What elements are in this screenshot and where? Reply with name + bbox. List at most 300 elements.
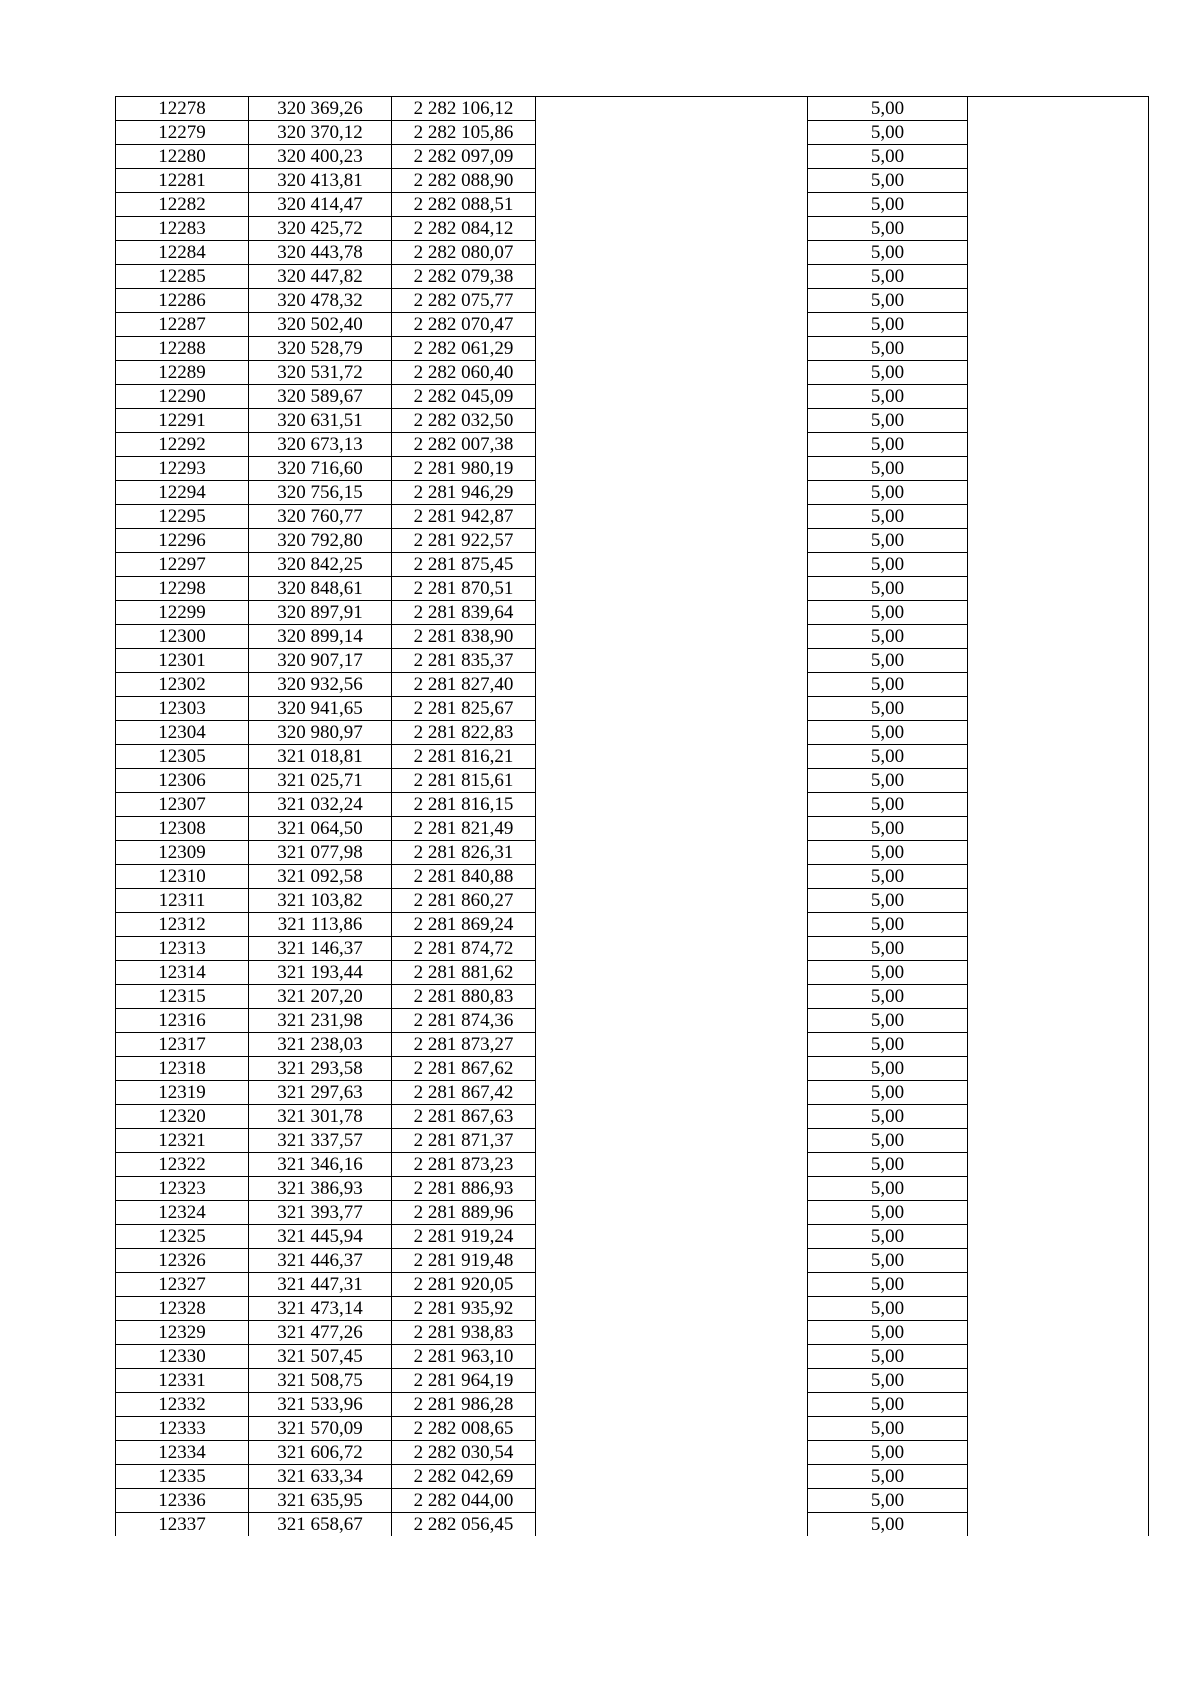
table-row — [116, 1009, 1149, 1033]
table-row — [116, 577, 1149, 601]
description-cell — [536, 1105, 808, 1129]
note-cell — [968, 1273, 1149, 1297]
table-row — [116, 217, 1149, 241]
x-coordinate-cell: 321 064,50 — [249, 817, 392, 841]
accuracy-cell: 5,00 — [808, 97, 968, 121]
accuracy-cell: 5,00 — [808, 1369, 968, 1393]
table-row — [116, 193, 1149, 217]
accuracy-cell: 5,00 — [808, 1225, 968, 1249]
table-row — [116, 1273, 1149, 1297]
x-coordinate-cell: 320 414,47 — [249, 193, 392, 217]
table-row — [116, 721, 1149, 745]
point-number-cell: 12323 — [116, 1177, 249, 1201]
accuracy-cell: 5,00 — [808, 337, 968, 361]
table-row — [116, 121, 1149, 145]
y-coordinate-cell: 2 282 008,65 — [392, 1417, 536, 1441]
x-coordinate-cell: 321 018,81 — [249, 745, 392, 769]
accuracy-cell: 5,00 — [808, 481, 968, 505]
accuracy-cell: 5,00 — [808, 289, 968, 313]
y-coordinate-cell: 2 281 919,24 — [392, 1225, 536, 1249]
x-coordinate-cell: 320 907,17 — [249, 649, 392, 673]
point-number-cell: 12328 — [116, 1297, 249, 1321]
x-coordinate-cell: 320 756,15 — [249, 481, 392, 505]
note-cell — [968, 841, 1149, 865]
point-number-cell: 12330 — [116, 1345, 249, 1369]
point-number-cell: 12329 — [116, 1321, 249, 1345]
x-coordinate-cell: 320 478,32 — [249, 289, 392, 313]
table-row — [116, 673, 1149, 697]
table-row — [116, 265, 1149, 289]
table-row — [116, 1465, 1149, 1489]
description-cell — [536, 1153, 808, 1177]
y-coordinate-cell: 2 281 886,93 — [392, 1177, 536, 1201]
y-coordinate-cell: 2 282 045,09 — [392, 385, 536, 409]
x-coordinate-cell: 320 760,77 — [249, 505, 392, 529]
y-coordinate-cell: 2 281 874,36 — [392, 1009, 536, 1033]
note-cell — [968, 505, 1149, 529]
description-cell — [536, 1249, 808, 1273]
point-number-cell: 12333 — [116, 1417, 249, 1441]
note-cell — [968, 817, 1149, 841]
x-coordinate-cell: 321 297,63 — [249, 1081, 392, 1105]
description-cell — [536, 481, 808, 505]
x-coordinate-cell: 320 941,65 — [249, 697, 392, 721]
y-coordinate-cell: 2 281 874,72 — [392, 937, 536, 961]
y-coordinate-cell: 2 282 030,54 — [392, 1441, 536, 1465]
table-row — [116, 649, 1149, 673]
point-number-cell: 12307 — [116, 793, 249, 817]
point-number-cell: 12308 — [116, 817, 249, 841]
table-row — [116, 433, 1149, 457]
note-cell — [968, 1369, 1149, 1393]
point-number-cell: 12301 — [116, 649, 249, 673]
table-row — [116, 961, 1149, 985]
note-cell — [968, 433, 1149, 457]
description-cell — [536, 1513, 808, 1537]
note-cell — [968, 697, 1149, 721]
y-coordinate-cell: 2 281 880,83 — [392, 985, 536, 1009]
accuracy-cell: 5,00 — [808, 865, 968, 889]
note-cell — [968, 1249, 1149, 1273]
y-coordinate-cell: 2 281 821,49 — [392, 817, 536, 841]
y-coordinate-cell: 2 282 042,69 — [392, 1465, 536, 1489]
table-row — [116, 1201, 1149, 1225]
description-cell — [536, 985, 808, 1009]
table-row — [116, 1153, 1149, 1177]
table-row — [116, 289, 1149, 313]
y-coordinate-cell: 2 281 922,57 — [392, 529, 536, 553]
accuracy-cell: 5,00 — [808, 985, 968, 1009]
x-coordinate-cell: 321 606,72 — [249, 1441, 392, 1465]
table-row — [116, 1177, 1149, 1201]
description-cell — [536, 1201, 808, 1225]
description-cell — [536, 913, 808, 937]
x-coordinate-cell: 320 413,81 — [249, 169, 392, 193]
description-cell — [536, 361, 808, 385]
note-cell — [968, 985, 1149, 1009]
x-coordinate-cell: 320 425,72 — [249, 217, 392, 241]
x-coordinate-cell: 320 980,97 — [249, 721, 392, 745]
description-cell — [536, 817, 808, 841]
y-coordinate-cell: 2 282 106,12 — [392, 97, 536, 121]
accuracy-cell: 5,00 — [808, 1441, 968, 1465]
y-coordinate-cell: 2 282 105,86 — [392, 121, 536, 145]
note-cell — [968, 649, 1149, 673]
note-cell — [968, 889, 1149, 913]
point-number-cell: 12295 — [116, 505, 249, 529]
accuracy-cell: 5,00 — [808, 457, 968, 481]
y-coordinate-cell: 2 282 007,38 — [392, 433, 536, 457]
note-cell — [968, 1465, 1149, 1489]
note-cell — [968, 265, 1149, 289]
note-cell — [968, 1177, 1149, 1201]
description-cell — [536, 457, 808, 481]
table-row — [116, 97, 1149, 121]
note-cell — [968, 1033, 1149, 1057]
accuracy-cell: 5,00 — [808, 673, 968, 697]
description-cell — [536, 649, 808, 673]
note-cell — [968, 385, 1149, 409]
x-coordinate-cell: 321 570,09 — [249, 1417, 392, 1441]
y-coordinate-cell: 2 281 964,19 — [392, 1369, 536, 1393]
y-coordinate-cell: 2 281 816,21 — [392, 745, 536, 769]
point-number-cell: 12337 — [116, 1513, 249, 1537]
note-cell — [968, 1081, 1149, 1105]
note-cell — [968, 481, 1149, 505]
accuracy-cell: 5,00 — [808, 1081, 968, 1105]
accuracy-cell: 5,00 — [808, 217, 968, 241]
table-row — [116, 625, 1149, 649]
accuracy-cell: 5,00 — [808, 1393, 968, 1417]
accuracy-cell: 5,00 — [808, 649, 968, 673]
accuracy-cell: 5,00 — [808, 145, 968, 169]
point-number-cell: 12279 — [116, 121, 249, 145]
note-cell — [968, 169, 1149, 193]
y-coordinate-cell: 2 281 838,90 — [392, 625, 536, 649]
note-cell — [968, 793, 1149, 817]
description-cell — [536, 1345, 808, 1369]
x-coordinate-cell: 321 032,24 — [249, 793, 392, 817]
point-number-cell: 12287 — [116, 313, 249, 337]
y-coordinate-cell: 2 281 873,27 — [392, 1033, 536, 1057]
y-coordinate-cell: 2 281 935,92 — [392, 1297, 536, 1321]
point-number-cell: 12320 — [116, 1105, 249, 1129]
accuracy-cell: 5,00 — [808, 1297, 968, 1321]
table-row — [116, 553, 1149, 577]
description-cell — [536, 1369, 808, 1393]
y-coordinate-cell: 2 282 080,07 — [392, 241, 536, 265]
y-coordinate-cell: 2 282 079,38 — [392, 265, 536, 289]
point-number-cell: 12296 — [116, 529, 249, 553]
table-row — [116, 745, 1149, 769]
point-number-cell: 12322 — [116, 1153, 249, 1177]
point-number-cell: 12314 — [116, 961, 249, 985]
x-coordinate-cell: 321 477,26 — [249, 1321, 392, 1345]
y-coordinate-cell: 2 282 070,47 — [392, 313, 536, 337]
y-coordinate-cell: 2 281 980,19 — [392, 457, 536, 481]
accuracy-cell: 5,00 — [808, 1489, 968, 1513]
point-number-cell: 12300 — [116, 625, 249, 649]
table-row — [116, 361, 1149, 385]
description-cell — [536, 265, 808, 289]
note-cell — [968, 673, 1149, 697]
table-row — [116, 1105, 1149, 1129]
description-cell — [536, 1297, 808, 1321]
note-cell — [968, 937, 1149, 961]
note-cell — [968, 457, 1149, 481]
x-coordinate-cell: 320 370,12 — [249, 121, 392, 145]
description-cell — [536, 1465, 808, 1489]
x-coordinate-cell: 321 447,31 — [249, 1273, 392, 1297]
table-row — [116, 985, 1149, 1009]
table-row — [116, 313, 1149, 337]
x-coordinate-cell: 321 092,58 — [249, 865, 392, 889]
x-coordinate-cell: 321 635,95 — [249, 1489, 392, 1513]
point-number-cell: 12288 — [116, 337, 249, 361]
point-number-cell: 12304 — [116, 721, 249, 745]
accuracy-cell: 5,00 — [808, 889, 968, 913]
table-row — [116, 1369, 1149, 1393]
table-row — [116, 1417, 1149, 1441]
note-cell — [968, 1345, 1149, 1369]
description-cell — [536, 1225, 808, 1249]
x-coordinate-cell: 321 207,20 — [249, 985, 392, 1009]
point-number-cell: 12280 — [116, 145, 249, 169]
x-coordinate-cell: 321 077,98 — [249, 841, 392, 865]
note-cell — [968, 625, 1149, 649]
description-cell — [536, 97, 808, 121]
description-cell — [536, 1129, 808, 1153]
description-cell — [536, 577, 808, 601]
y-coordinate-cell: 2 281 840,88 — [392, 865, 536, 889]
y-coordinate-cell: 2 281 871,37 — [392, 1129, 536, 1153]
description-cell — [536, 313, 808, 337]
y-coordinate-cell: 2 281 942,87 — [392, 505, 536, 529]
description-cell — [536, 1489, 808, 1513]
point-number-cell: 12332 — [116, 1393, 249, 1417]
point-number-cell: 12313 — [116, 937, 249, 961]
table-row — [116, 409, 1149, 433]
table-row — [116, 817, 1149, 841]
y-coordinate-cell: 2 282 088,51 — [392, 193, 536, 217]
accuracy-cell: 5,00 — [808, 1129, 968, 1153]
y-coordinate-cell: 2 281 875,45 — [392, 553, 536, 577]
table-row — [116, 529, 1149, 553]
accuracy-cell: 5,00 — [808, 1153, 968, 1177]
accuracy-cell: 5,00 — [808, 625, 968, 649]
x-coordinate-cell: 321 508,75 — [249, 1369, 392, 1393]
description-cell — [536, 289, 808, 313]
note-cell — [968, 337, 1149, 361]
table-row — [116, 1513, 1149, 1537]
point-number-cell: 12303 — [116, 697, 249, 721]
description-cell — [536, 1393, 808, 1417]
y-coordinate-cell: 2 281 938,83 — [392, 1321, 536, 1345]
y-coordinate-cell: 2 281 825,67 — [392, 697, 536, 721]
x-coordinate-cell: 320 369,26 — [249, 97, 392, 121]
x-coordinate-cell: 320 716,60 — [249, 457, 392, 481]
point-number-cell: 12334 — [116, 1441, 249, 1465]
x-coordinate-cell: 321 445,94 — [249, 1225, 392, 1249]
x-coordinate-cell: 320 528,79 — [249, 337, 392, 361]
point-number-cell: 12331 — [116, 1369, 249, 1393]
note-cell — [968, 217, 1149, 241]
y-coordinate-cell: 2 281 815,61 — [392, 769, 536, 793]
point-number-cell: 12293 — [116, 457, 249, 481]
description-cell — [536, 745, 808, 769]
point-number-cell: 12327 — [116, 1273, 249, 1297]
y-coordinate-cell: 2 281 839,64 — [392, 601, 536, 625]
description-cell — [536, 1417, 808, 1441]
table-row — [116, 1297, 1149, 1321]
y-coordinate-cell: 2 281 873,23 — [392, 1153, 536, 1177]
description-cell — [536, 1009, 808, 1033]
x-coordinate-cell: 320 842,25 — [249, 553, 392, 577]
table-row — [116, 1321, 1149, 1345]
accuracy-cell: 5,00 — [808, 817, 968, 841]
point-number-cell: 12283 — [116, 217, 249, 241]
description-cell — [536, 865, 808, 889]
table-row — [116, 913, 1149, 937]
point-number-cell: 12292 — [116, 433, 249, 457]
table-row — [116, 841, 1149, 865]
table-row — [116, 145, 1149, 169]
table-row — [116, 601, 1149, 625]
point-number-cell: 12309 — [116, 841, 249, 865]
point-number-cell: 12306 — [116, 769, 249, 793]
y-coordinate-cell: 2 281 826,31 — [392, 841, 536, 865]
accuracy-cell: 5,00 — [808, 121, 968, 145]
x-coordinate-cell: 321 346,16 — [249, 1153, 392, 1177]
accuracy-cell: 5,00 — [808, 769, 968, 793]
accuracy-cell: 5,00 — [808, 913, 968, 937]
x-coordinate-cell: 321 231,98 — [249, 1009, 392, 1033]
accuracy-cell: 5,00 — [808, 385, 968, 409]
note-cell — [968, 529, 1149, 553]
y-coordinate-cell: 2 281 963,10 — [392, 1345, 536, 1369]
point-number-cell: 12312 — [116, 913, 249, 937]
note-cell — [968, 1225, 1149, 1249]
y-coordinate-cell: 2 281 860,27 — [392, 889, 536, 913]
note-cell — [968, 1417, 1149, 1441]
note-cell — [968, 601, 1149, 625]
accuracy-cell: 5,00 — [808, 553, 968, 577]
table-row — [116, 1489, 1149, 1513]
note-cell — [968, 961, 1149, 985]
table-row — [116, 793, 1149, 817]
point-number-cell: 12319 — [116, 1081, 249, 1105]
point-number-cell: 12284 — [116, 241, 249, 265]
description-cell — [536, 769, 808, 793]
accuracy-cell: 5,00 — [808, 313, 968, 337]
note-cell — [968, 289, 1149, 313]
x-coordinate-cell: 321 507,45 — [249, 1345, 392, 1369]
table-row — [116, 481, 1149, 505]
description-cell — [536, 505, 808, 529]
point-number-cell: 12326 — [116, 1249, 249, 1273]
description-cell — [536, 625, 808, 649]
coordinates-table-body — [116, 97, 1149, 1537]
y-coordinate-cell: 2 281 881,62 — [392, 961, 536, 985]
x-coordinate-cell: 321 533,96 — [249, 1393, 392, 1417]
description-cell — [536, 889, 808, 913]
y-coordinate-cell: 2 281 869,24 — [392, 913, 536, 937]
point-number-cell: 12316 — [116, 1009, 249, 1033]
table-row — [116, 169, 1149, 193]
x-coordinate-cell: 320 932,56 — [249, 673, 392, 697]
accuracy-cell: 5,00 — [808, 1513, 968, 1537]
note-cell — [968, 121, 1149, 145]
x-coordinate-cell: 320 673,13 — [249, 433, 392, 457]
accuracy-cell: 5,00 — [808, 793, 968, 817]
accuracy-cell: 5,00 — [808, 1177, 968, 1201]
note-cell — [968, 1441, 1149, 1465]
description-cell — [536, 145, 808, 169]
y-coordinate-cell: 2 282 097,09 — [392, 145, 536, 169]
description-cell — [536, 697, 808, 721]
point-number-cell: 12281 — [116, 169, 249, 193]
table-row — [116, 1057, 1149, 1081]
note-cell — [968, 721, 1149, 745]
point-number-cell: 12318 — [116, 1057, 249, 1081]
accuracy-cell: 5,00 — [808, 937, 968, 961]
note-cell — [968, 241, 1149, 265]
y-coordinate-cell: 2 281 816,15 — [392, 793, 536, 817]
accuracy-cell: 5,00 — [808, 601, 968, 625]
table-row — [116, 1033, 1149, 1057]
x-coordinate-cell: 320 897,91 — [249, 601, 392, 625]
y-coordinate-cell: 2 282 032,50 — [392, 409, 536, 433]
point-number-cell: 12317 — [116, 1033, 249, 1057]
y-coordinate-cell: 2 281 870,51 — [392, 577, 536, 601]
x-coordinate-cell: 320 531,72 — [249, 361, 392, 385]
description-cell — [536, 121, 808, 145]
table-row — [116, 865, 1149, 889]
description-cell — [536, 409, 808, 433]
coordinates-table — [115, 96, 1149, 1536]
note-cell — [968, 1297, 1149, 1321]
x-coordinate-cell: 321 113,86 — [249, 913, 392, 937]
point-number-cell: 12297 — [116, 553, 249, 577]
y-coordinate-cell: 2 282 084,12 — [392, 217, 536, 241]
x-coordinate-cell: 321 473,14 — [249, 1297, 392, 1321]
note-cell — [968, 1105, 1149, 1129]
accuracy-cell: 5,00 — [808, 577, 968, 601]
note-cell — [968, 1393, 1149, 1417]
x-coordinate-cell: 321 393,77 — [249, 1201, 392, 1225]
point-number-cell: 12291 — [116, 409, 249, 433]
note-cell — [968, 745, 1149, 769]
x-coordinate-cell: 321 337,57 — [249, 1129, 392, 1153]
table-row — [116, 457, 1149, 481]
x-coordinate-cell: 320 848,61 — [249, 577, 392, 601]
note-cell — [968, 1489, 1149, 1513]
table-row — [116, 337, 1149, 361]
description-cell — [536, 601, 808, 625]
y-coordinate-cell: 2 282 056,45 — [392, 1513, 536, 1537]
note-cell — [968, 145, 1149, 169]
x-coordinate-cell: 320 400,23 — [249, 145, 392, 169]
note-cell — [968, 577, 1149, 601]
y-coordinate-cell: 2 281 986,28 — [392, 1393, 536, 1417]
note-cell — [968, 913, 1149, 937]
table-row — [116, 241, 1149, 265]
accuracy-cell: 5,00 — [808, 1033, 968, 1057]
note-cell — [968, 1009, 1149, 1033]
note-cell — [968, 1201, 1149, 1225]
note-cell — [968, 1321, 1149, 1345]
accuracy-cell: 5,00 — [808, 961, 968, 985]
